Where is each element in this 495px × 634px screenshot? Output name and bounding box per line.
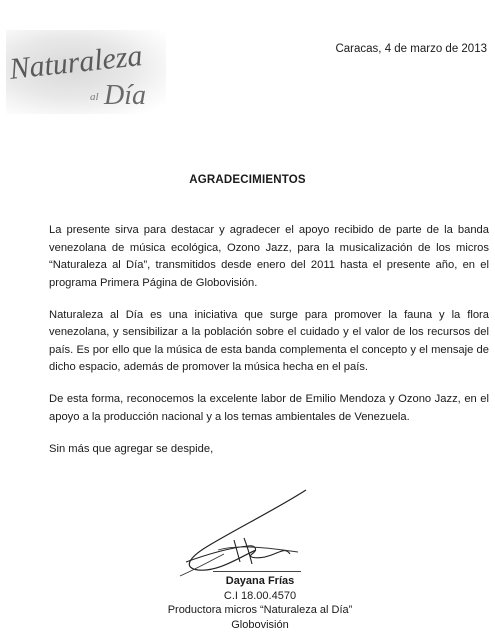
signature-line (213, 571, 301, 572)
logo-wordmark (6, 30, 166, 114)
paragraph-3: De esta forma, reconocemos la excelente labor de Emilio Mendoza y Ozono Jazz, en el apoyo a la producción nacional y a los temas ambientales de Venezuela. (49, 393, 489, 423)
naturaleza-al-dia-logo (6, 30, 166, 114)
logo-line2-big: Día (104, 80, 146, 111)
signer-role: Productora micros “Naturaleza al Día” (167, 604, 353, 616)
paragraph-4: Sin más que agregar se despide, (49, 442, 214, 455)
handwritten-signature (178, 488, 318, 583)
signer-company: Globovisión (231, 618, 289, 631)
letter-date: Caracas, 4 de marzo de 2013 (335, 43, 487, 55)
letter-title: AGRADECIMIENTOS (189, 174, 306, 186)
paragraph-1: La presente sirva para destacar y agradecer el apoyo recibido de parte de la banda venezolana de música ecológica, Ozono Jazz, para la musicalización de los micros “Naturaleza al Día”, transmitidos desde enero del 2011 hasta el presente año, en el programa Primera Página de Globovisión. (49, 224, 489, 289)
signer-block (160, 574, 360, 632)
logo-line1: Naturaleza (7, 39, 144, 86)
paragraph-2: Naturaleza al Día es una iniciativa que surge para promover la fauna y la flora venezolana, y sensibilizar a la población sobre el cuidado y el valor de los recursos del país. Es por ello que la música de esta banda complementa el concepto y el mensaje de dicho espacio, además de promover la música hecha en el país. (49, 308, 489, 373)
letter-body (49, 222, 489, 473)
logo-line2-small: al (90, 91, 99, 103)
signer-name: Dayana Frías (225, 575, 295, 587)
signer-id: C.I 18.00.4570 (223, 589, 297, 602)
